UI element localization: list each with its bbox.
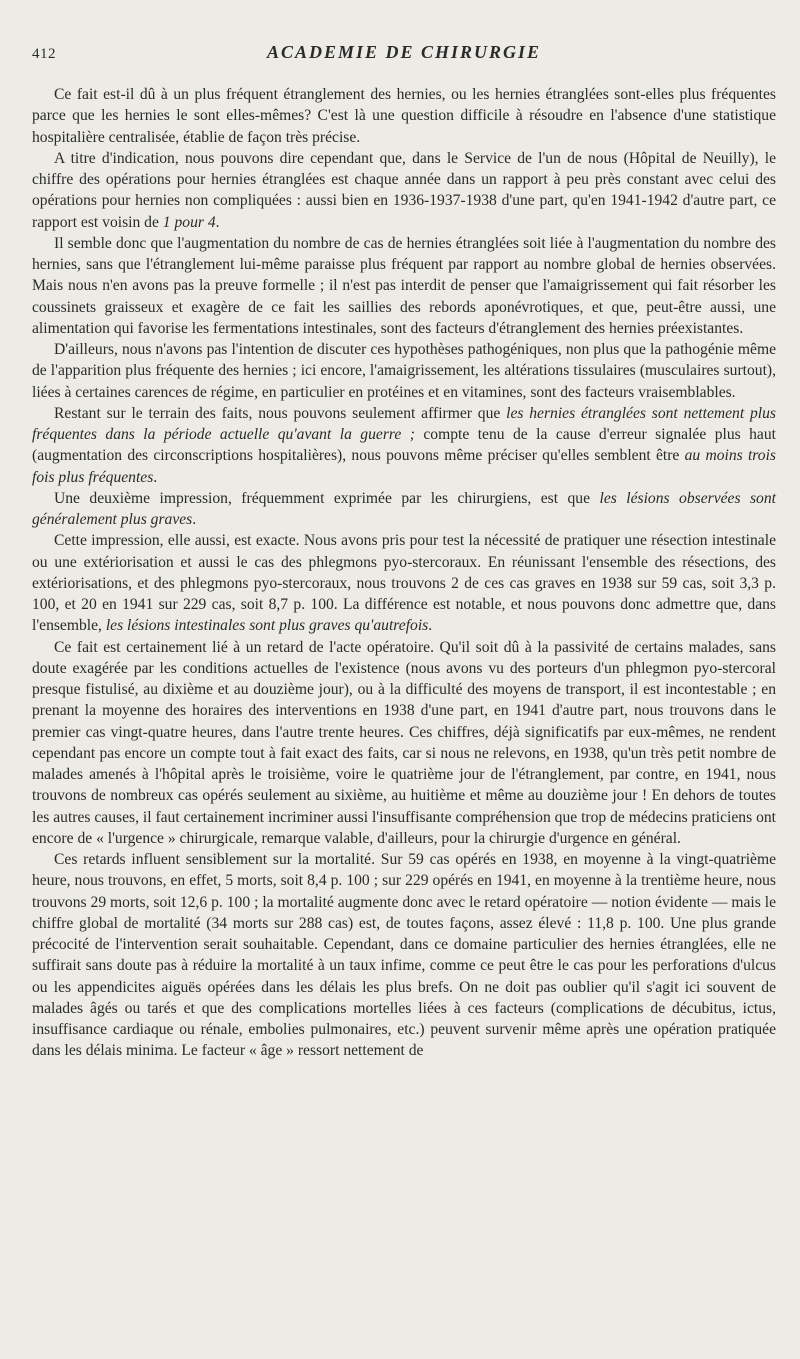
journal-title: ACADEMIE DE CHIRURGIE xyxy=(266,42,542,62)
text-run: Ce fait est-il dû à un plus fréquent étranglement des hernies, ou les hernies étranglées sont-elles plus fréquentes parce que les hernies le sont elles-mêmes? C'est là une question difficile à résoudre en l'absence d'une statistique hospitalière centralisée, établie de façon très précise. xyxy=(32,86,776,146)
text-run: . xyxy=(215,213,220,231)
paragraph xyxy=(32,403,776,488)
article-body xyxy=(32,84,776,1062)
paragraph xyxy=(32,849,776,1062)
text-run: D'ailleurs, nous n'avons pas l'intention de discuter ces hypothèses pathogéniques, non plus que la pathogénie même de l'apparition plus fréquente des hernies ; ici encore, l'amaigrissement, les altérations tissulaires (musculaires surtout), liées à certaines carences de régime, en particulier en protéines et en vitamines, sont des facteurs vraisemblables. xyxy=(32,341,776,401)
running-header xyxy=(32,40,776,68)
text-run: Il semble donc que l'augmentation du nombre de cas de hernies étranglées soit liée à l'augmentation du nombre des hernies, sans que l'étranglement lui-même paraisse plus fréquent par rapport au nombre global de hernies observées. Mais nous n'en avons pas la preuve formelle ; il n'est pas interdit de penser que l'amaigrissement qui fait résorber les coussinets graisseux et exagère de ce fait les saillies des rebords aponévrotiques, et que, peut-être aussi, une alimentation qui favorise les fermentations intestinales, sont des facteurs d'étranglement des hernies préexistantes. xyxy=(32,234,776,337)
text-run: . xyxy=(192,511,197,528)
paragraph xyxy=(32,84,776,148)
text-run: A titre d'indication, nous pouvons dire cependant que, dans le Service de l'un de nous (Hôpital de Neuilly), le chiffre des opérations pour hernies étranglées est chaque année dans un rapport à peu près constant avec celui des opérations pour hernies non compliquées : aussi bien en 1936-1937-1938 d'une part, qu'en 1941-1942 d'autre part, ce rapport est voisin de xyxy=(32,149,776,231)
text-run: Une deuxième impression, fréquemment exprimée par les chirurgiens, est que xyxy=(54,489,600,507)
italic-text-run: les hernies étranglées sont nettement plus fréquentes dans la période actuelle qu'avant la guerre ; xyxy=(32,404,776,443)
text-run: Restant sur le terrain des faits, nous pouvons seulement affirmer que xyxy=(54,404,507,422)
page-number: 412 xyxy=(32,46,56,62)
paragraph xyxy=(32,339,776,403)
text-run: Ces retards influent sensiblement sur la mortalité. Sur 59 cas opérés en 1938, en moyenne à la vingt-quatrième heure, nous trouvons, en effet, 5 morts, soit 8,4 p. 100 ; sur 229 opérés en 1941, en moyenne à la trentième heure, nous trouvons 29 morts, soit 12,6 p. 100 ; la mortalité augmente donc avec le retard opératoire — notion évidente — mais le chiffre global de mortalité (34 morts sur 288 cas) est, de toutes façons, assez élevé : 11,8 p. 100. Une plus grande précocité de l'intervention serait souhaitable. Cependant, dans ce domaine particulier des hernies étranglées, elle ne suffirait sans doute pas à réduire la mortalité à un taux infime, comme ce peut être le cas pour les perforations d'ulcus ou les appendicites aiguës opérées dans les délais les plus brefs. On ne doit pas oublier qu'il s'agit ici souvent de malades âgés ou tarés et que des complications mortelles liées à ces facteurs (complications de décubitus, ictus, insuffisance cardiaque ou rénale, embolies pulmonaires, etc.) peuvent survenir même après une opération pratiquée dans les délais minima. Le facteur « âge » ressort nettement de xyxy=(32,851,776,1060)
italic-text-run: au moins trois fois plus fréquentes xyxy=(32,447,776,486)
paragraph xyxy=(32,637,776,850)
text-run: . xyxy=(428,617,433,635)
italic-text-run: 1 pour 4 xyxy=(162,213,216,231)
text-run: . xyxy=(153,468,158,486)
text-run: Ce fait est certainement lié à un retard de l'acte opératoire. Qu'il soit dû à la passivité de certains malades, sans doute exagérée par les conditions actuelles de l'existence (nous avons vu des porteurs d'un phlegmon pyo-stercoral presque fistulisé, au dixième et au douzième jour), ou à la difficulté des moyens de transport, il est incontestable ; en prenant la moyenne des horaires des interventions en 1938 d'une part, en 1941 d'autre part, nous trouvons dans le premier cas vingt-quatre heures, dans l'autre trente heures. Ces chiffres, déjà significatifs par eux-mêmes, ne rendent cependant pas encore un compte tout à fait exact des faits, car si nous ne relevons, en 1938, qu'un très petit nombre de malades amenés à l'hôpital après le troisième, voire le quatrième jour de l'étranglement, par contre, en 1941, nous trouvons de nombreux cas opérés seulement au sixième, au huitième et même au douzième jour ! En dehors de toutes les autres causes, il faut certainement incriminer aussi l'insuffisante compréhension que trop de médecins praticiens ont encore de « l'urgence » chirurgicale, remarque valable, d'ailleurs, pour la chirurgie d'urgence en général. xyxy=(32,638,776,847)
paragraph xyxy=(32,148,776,233)
italic-text-run: les lésions observées sont généralement plus graves xyxy=(32,489,776,528)
paragraph xyxy=(32,488,776,531)
paragraph xyxy=(32,530,776,636)
text-run: compte tenu de la cause d'erreur signalée plus haut (augmentation des circonscriptions hospitalières), nous pouvons même préciser qu'elles semblent être xyxy=(32,426,776,465)
text-run: Cette impression, elle aussi, est exacte. Nous avons pris pour test la nécessité de pratiquer une résection intestinale ou une extériorisation et aussi le cas des phlegmons pyo-stercoraux. En réunissant l'ensemble des résections, des extériorisations, et des phlegmons pyo-stercoraux, nous trouvons 2 de ces cas graves en 1938 sur 59 cas, soit 3,3 p. 100, et 20 en 1941 sur 229 cas, soit 8,7 p. 100. La différence est notable, et nous pouvons donc admettre que, dans l'ensemble, xyxy=(32,532,776,635)
paragraph xyxy=(32,233,776,339)
italic-text-run: les lésions intestinales sont plus graves qu'autrefois xyxy=(105,617,429,635)
